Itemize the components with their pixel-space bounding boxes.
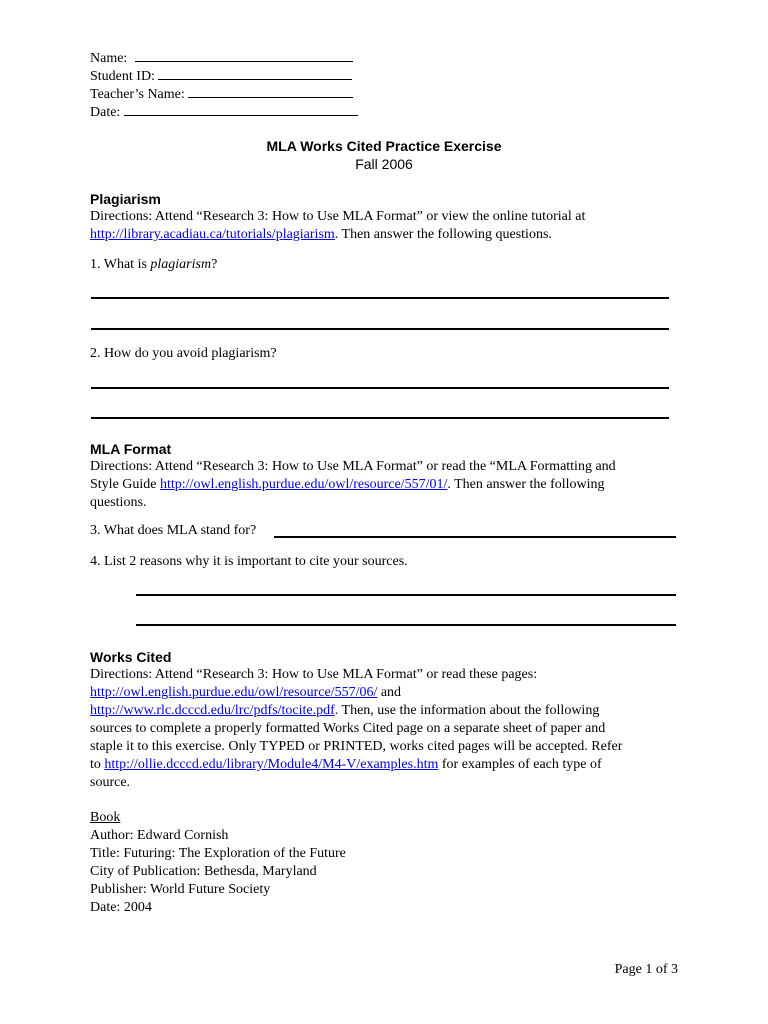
mla-directions-line1: Directions: Attend “Research 3: How to Use MLA Format” or read the “MLA Formatting and (90, 459, 616, 474)
date-label: Date: (90, 105, 121, 120)
works-cited-line6-tail: for examples of each type of (438, 757, 602, 772)
book-title: Title: Futuring: The Exploration of the Future (90, 846, 346, 861)
works-cited-line6-prefix: to (90, 757, 105, 772)
answer-line-q1-a[interactable] (91, 297, 669, 299)
student-id-blank[interactable] (158, 66, 352, 80)
rlc-tocite-link[interactable]: http://www.rlc.dcccd.edu/lrc/pdfs/tocite.pdf (90, 703, 335, 718)
works-cited-line4: sources to complete a properly formatted Works Cited page on a separate sheet of paper and (90, 721, 606, 736)
page-title: MLA Works Cited Practice Exercise (266, 138, 502, 154)
answer-line-q3[interactable] (274, 536, 676, 538)
date-blank[interactable] (124, 102, 358, 116)
book-publisher: Publisher: World Future Society (90, 882, 271, 897)
student-id-label: Student ID: (90, 69, 155, 84)
page-number: Page 1 of 3 (614, 962, 678, 977)
answer-line-q1-b[interactable] (91, 328, 669, 330)
question-4: 4. List 2 reasons why it is important to cite your sources. (90, 554, 408, 569)
works-cited-line2 (90, 684, 680, 702)
plagiarism-directions-line1: Directions: Attend “Research 3: How to Use MLA Format” or view the online tutorial at (90, 209, 586, 224)
question-1-tail: ? (211, 257, 218, 272)
plagiarism-heading: Plagiarism (90, 191, 161, 207)
works-cited-directions-line1: Directions: Attend “Research 3: How to Use MLA Format” or read these pages: (90, 667, 538, 682)
question-1-emphasis: plagiarism (150, 257, 212, 272)
works-cited-line6 (90, 756, 680, 774)
plagiarism-directions-line2 (90, 226, 680, 244)
name-label: Name: (90, 51, 128, 66)
page-subtitle: Fall 2006 (355, 156, 413, 172)
works-cited-and: and (377, 685, 402, 700)
mla-format-heading: MLA Format (90, 441, 172, 457)
question-1-text: 1. What is (90, 257, 151, 272)
purdue-owl-works-cited-link[interactable]: http://owl.english.purdue.edu/owl/resource/557/06/ (90, 685, 378, 700)
name-field[interactable] (90, 48, 680, 68)
plagiarism-tutorial-link[interactable]: http://library.acadiau.ca/tutorials/plagiarism (90, 227, 335, 242)
mla-directions-line2 (90, 476, 680, 494)
book-heading: Book (90, 810, 121, 825)
mla-directions-tail: . Then answer the following (447, 477, 605, 492)
works-cited-line7: source. (90, 775, 131, 790)
teacher-name-blank[interactable] (188, 84, 353, 98)
mla-directions-prefix: Style Guide (90, 477, 160, 492)
question-2: 2. How do you avoid plagiarism? (90, 346, 277, 361)
book-author: Author: Edward Cornish (90, 828, 229, 843)
date-field[interactable] (90, 102, 680, 122)
answer-line-q2-a[interactable] (91, 387, 669, 389)
answer-line-q4-b[interactable] (136, 624, 676, 626)
works-cited-line5: staple it to this exercise. Only TYPED or PRINTED, works cited pages will be accepted. Refer (90, 739, 623, 754)
book-date: Date: 2004 (90, 900, 152, 915)
answer-line-q2-b[interactable] (91, 417, 669, 419)
works-cited-line3 (90, 702, 680, 720)
book-city: City of Publication: Bethesda, Maryland (90, 864, 317, 879)
name-blank[interactable] (135, 48, 353, 62)
ollie-examples-link[interactable]: http://ollie.dcccd.edu/library/Module4/M4-V/examples.htm (104, 757, 439, 772)
student-id-field[interactable] (90, 66, 680, 86)
answer-line-q4-a[interactable] (136, 594, 676, 596)
plagiarism-directions-tail: . Then answer the following questions. (334, 227, 552, 242)
works-cited-line3-tail: . Then, use the information about the following (334, 703, 600, 718)
teacher-name-field[interactable] (90, 84, 680, 104)
teacher-name-label: Teacher’s Name: (90, 87, 185, 102)
works-cited-heading: Works Cited (90, 649, 172, 665)
mla-directions-line3: questions. (90, 495, 147, 510)
mla-style-guide-link[interactable]: http://owl.english.purdue.edu/owl/resource/557/01/ (160, 477, 448, 492)
question-3: 3. What does MLA stand for? (90, 523, 257, 538)
question-1 (90, 256, 680, 274)
